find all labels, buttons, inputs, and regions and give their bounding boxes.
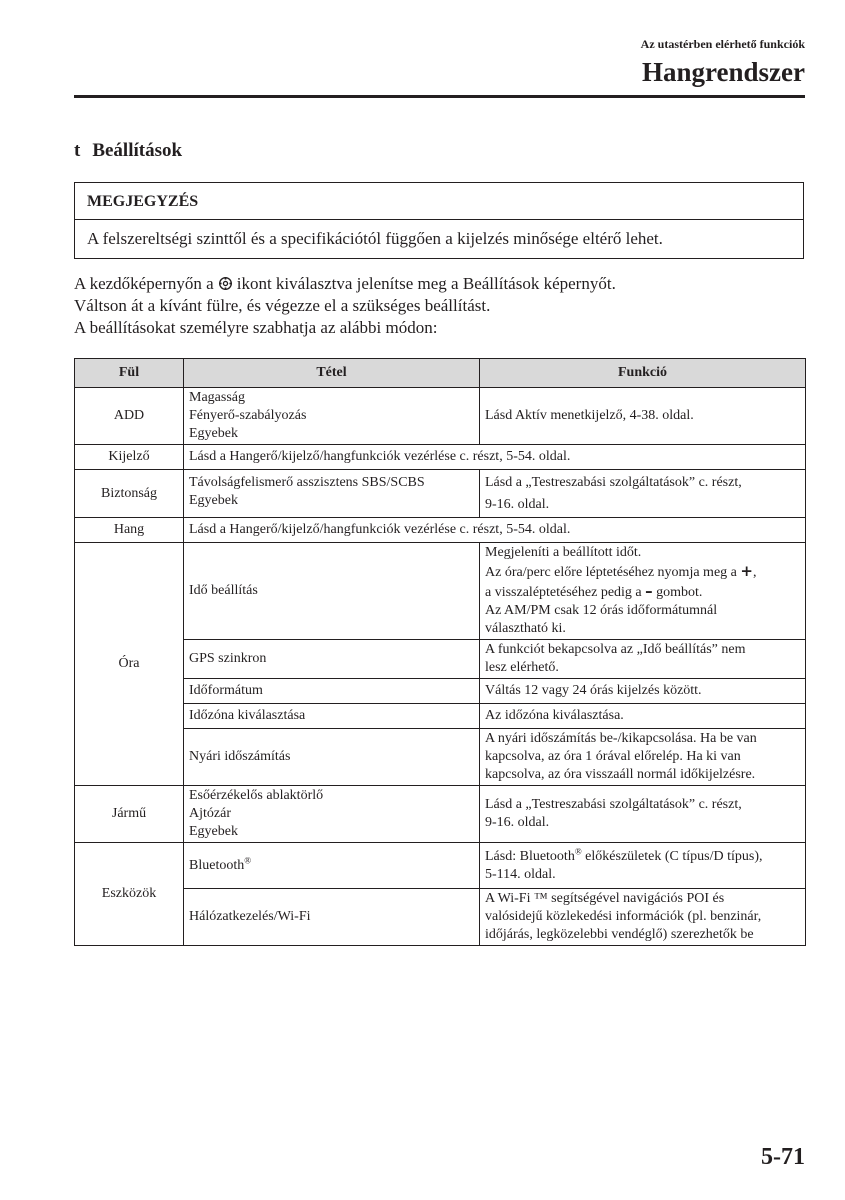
tab-cell-sound: Hang (75, 518, 184, 543)
heading-title: Beállítások (92, 140, 183, 161)
function-cell (480, 729, 806, 786)
function-line: kapcsolva, az óra visszaáll normál időkijelzésre. (485, 767, 756, 782)
function-line: időjárás, legközelebbi vendéglő) szerezhetők be (485, 927, 754, 942)
function-cell: Az időzóna kiválasztása. (480, 704, 806, 729)
table-row (75, 843, 806, 889)
function-cell (480, 640, 806, 679)
function-cell (480, 843, 806, 889)
tab-cell-clock: Óra (75, 543, 184, 786)
function-cell (480, 470, 806, 518)
function-line: Lásd a „Testreszabási szolgáltatások” c. részt, (485, 797, 742, 812)
function-line (485, 845, 800, 866)
table-row (75, 640, 806, 679)
note-box (74, 182, 804, 259)
intro-line-1 (74, 273, 809, 295)
function-line: valósidejű közlekedési információk (pl. benzinár, (485, 909, 762, 924)
function-text: gombot. (656, 585, 703, 600)
function-line: kapcsolva, az óra 1 órával előrelép. Ha ki van (485, 749, 741, 764)
chapter-title: Hangrendszer (642, 57, 805, 87)
item-line: Egyebek (189, 493, 238, 508)
page-number: 5-71 (761, 1144, 805, 1170)
function-line: Megjeleníti a beállított időt. (485, 545, 642, 560)
note-text: A felszereltségi szinttől és a specifikációtól függően a kijelzés minősége eltérő lehet. (87, 229, 663, 248)
tab-cell-vehicle: Jármű (75, 786, 184, 843)
item-cell: Időzóna kiválasztása (184, 704, 480, 729)
table-row (75, 889, 806, 946)
item-line: Távolságfelismerő asszisztens SBS/SCBS (189, 475, 425, 490)
tab-cell-safety: Biztonság (75, 470, 184, 518)
item-cell: Hálózatkezelés/Wi-Fi (184, 889, 480, 946)
function-line: 9-16. oldal. (485, 815, 550, 830)
function-text: előkészületek (C típus/D típus), (581, 848, 763, 864)
function-line: A nyári időszámítás be-/kikapcsolása. Ha be van (485, 731, 757, 746)
item-cell: Idő beállítás (184, 543, 480, 640)
function-line: 9-16. oldal. (485, 496, 550, 512)
function-line: Lásd a „Testreszabási szolgáltatások” c. részt, (485, 474, 742, 490)
function-text: a visszaléptetéséhez pedig a (485, 585, 642, 600)
function-line: 5-114. oldal. (485, 866, 556, 882)
item-cell (184, 843, 480, 889)
item-line: Magasság (189, 390, 245, 405)
item-line: Egyebek (189, 426, 238, 441)
sub-heading (74, 140, 182, 162)
table-row (75, 704, 806, 729)
header-function: Funkció (480, 359, 806, 388)
function-line (485, 582, 800, 602)
tab-cell-display: Kijelző (75, 445, 184, 470)
heading-bullet: t (74, 140, 81, 161)
intro-line-1-after: ikont kiválasztva jelenítse meg a Beállítások képernyőt. (236, 274, 616, 293)
item-cell (184, 388, 480, 445)
function-line: A funkciót bekapcsolva az „Idő beállítás” nem (485, 642, 746, 657)
table-row (75, 388, 806, 445)
function-line: lesz elérhető. (485, 660, 559, 675)
function-cell: Váltás 12 vagy 24 órás kijelzés között. (480, 679, 806, 704)
function-text: Az óra/perc előre léptetéséhez nyomja meg a (485, 565, 737, 580)
tab-cell-add: ADD (75, 388, 184, 445)
item-text: Bluetooth (189, 857, 245, 873)
intro-text (74, 273, 809, 339)
table-header-row (75, 359, 806, 388)
plus-icon: + (740, 562, 753, 580)
function-text: Lásd: Bluetooth (485, 848, 575, 864)
item-cell (184, 786, 480, 843)
function-cell: Lásd Aktív menetkijelző, 4-38. oldal. (480, 388, 806, 445)
tab-cell-devices: Eszközök (75, 843, 184, 946)
function-cell (480, 889, 806, 946)
settings-table (74, 358, 806, 946)
table-row (75, 786, 806, 843)
item-line: Esőérzékelős ablaktörlő (189, 788, 324, 803)
registered-mark: ® (244, 854, 252, 865)
table-row (75, 729, 806, 786)
minus-icon: – (645, 582, 653, 600)
intro-line-1-before: A kezdőképernyőn a (74, 274, 214, 293)
header-item: Tétel (184, 359, 480, 388)
function-line: Az AM/PM csak 12 órás időformátumnál (485, 603, 718, 618)
table-row (75, 679, 806, 704)
function-line (485, 562, 800, 582)
gear-icon (218, 276, 233, 291)
function-line: A Wi-Fi ™ segítségével navigációs POI és (485, 891, 725, 906)
function-cell (480, 543, 806, 640)
header-tab: Fül (75, 359, 184, 388)
title-rule (74, 95, 805, 98)
merged-cell: Lásd a Hangerő/kijelző/hangfunkciók vezérlése c. részt, 5-54. oldal. (184, 518, 806, 543)
item-cell: Időformátum (184, 679, 480, 704)
section-label: Az utastérben elérhető funkciók (640, 37, 805, 51)
table-row (75, 518, 806, 543)
item-line: Ajtózár (189, 806, 231, 821)
table-row (75, 445, 806, 470)
item-cell: GPS szinkron (184, 640, 480, 679)
function-line: választható ki. (485, 621, 566, 636)
item-line: Egyebek (189, 824, 238, 839)
registered-mark: ® (574, 845, 582, 856)
function-cell (480, 786, 806, 843)
table-row (75, 543, 806, 640)
note-title: MEGJEGYZÉS (75, 183, 803, 220)
intro-line-3: A beállításokat személyre szabhatja az alábbi módon: (74, 318, 438, 337)
table-row (75, 470, 806, 518)
item-cell (184, 470, 480, 518)
item-cell: Nyári időszámítás (184, 729, 480, 786)
item-line: Fényerő-szabályozás (189, 408, 307, 423)
function-text: , (752, 565, 757, 580)
intro-line-2: Váltson át a kívánt fülre, és végezze el a szükséges beállítást. (74, 296, 491, 315)
merged-cell: Lásd a Hangerő/kijelző/hangfunkciók vezérlése c. részt, 5-54. oldal. (184, 445, 806, 470)
